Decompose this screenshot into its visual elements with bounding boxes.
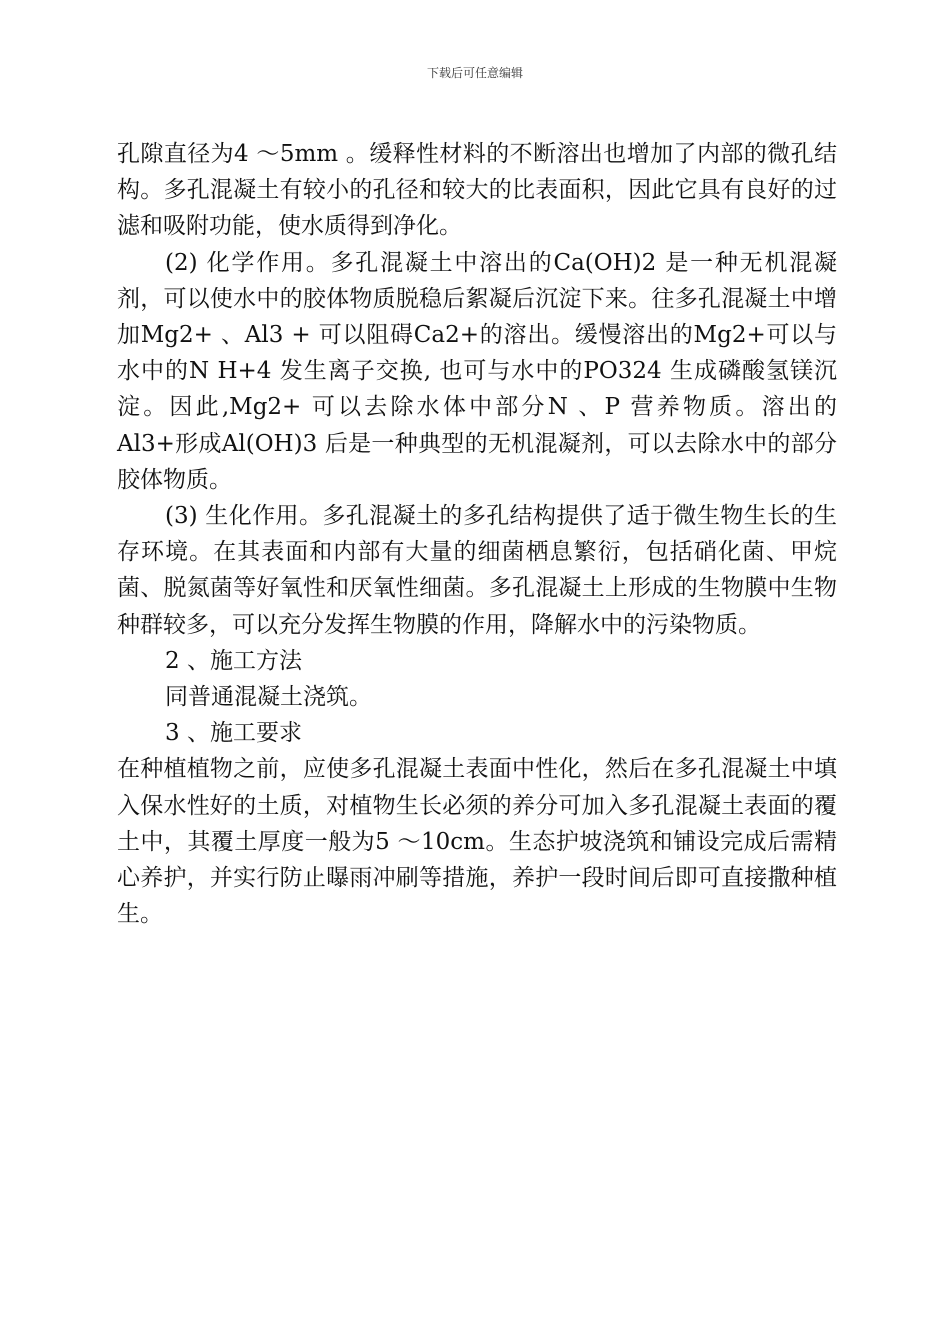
paragraph: (2) 化学作用。多孔混凝土中溶出的Ca(OH)2 是一种无机混凝剂，可以使水中的胶体物质脱稳后絮凝后沉淀下来。往多孔混凝土中增加Mg2+ 、Al3 + 可以阻碍Ca2+的溶出。缓慢溶出的Mg2+可以与水中的N H+4 发生离子交换, 也可与水中的PO324 生成磷酸氢镁沉淀。因此,Mg2+ 可以去除水体中部分N 、P 营养物质。溶出的Al3+形成Al(OH)3 后是一种典型的无机混凝剂，可以去除水中的部分胶体物质。 <box>117 249 837 493</box>
paragraph: 同普通混凝土浇筑。 <box>165 684 372 711</box>
paragraph: 在种植植物之前，应使多孔混凝土表面中性化，然后在多孔混凝土中填入保水性好的土质，对植物生长必须的养分可加入多孔混凝土表面的覆土中，其覆土厚度一般为5 ～10cm。生态护坡浇筑和铺设完成后需精心养护，并实行防止曝雨冲刷等措施，养护一段时间后即可直接撒种植生。 <box>117 756 837 928</box>
section-heading: 2 、施工方法 <box>165 647 302 674</box>
page-header: 下载后可任意编辑 <box>426 66 523 80</box>
document-body <box>117 136 837 932</box>
paragraph: 孔隙直径为4 ～5mm 。缓释性材料的不断溶出也增加了内部的微孔结构。多孔混凝土有较小的孔径和较大的比表面积，因此它具有良好的过滤和吸附功能，使水质得到净化。 <box>117 141 837 240</box>
section-heading: 3 、施工要求 <box>165 720 302 747</box>
paragraph: (3) 生化作用。多孔混凝土的多孔结构提供了适于微生物生长的生存环境。在其表面和内部有大量的细菌栖息繁衍，包括硝化菌、甲烷菌、脱氮菌等好氧性和厌氧性细菌。多孔混凝土上形成的生物膜中生物种群较多，可以充分发挥生物膜的作用，降解水中的污染物质。 <box>117 503 837 638</box>
